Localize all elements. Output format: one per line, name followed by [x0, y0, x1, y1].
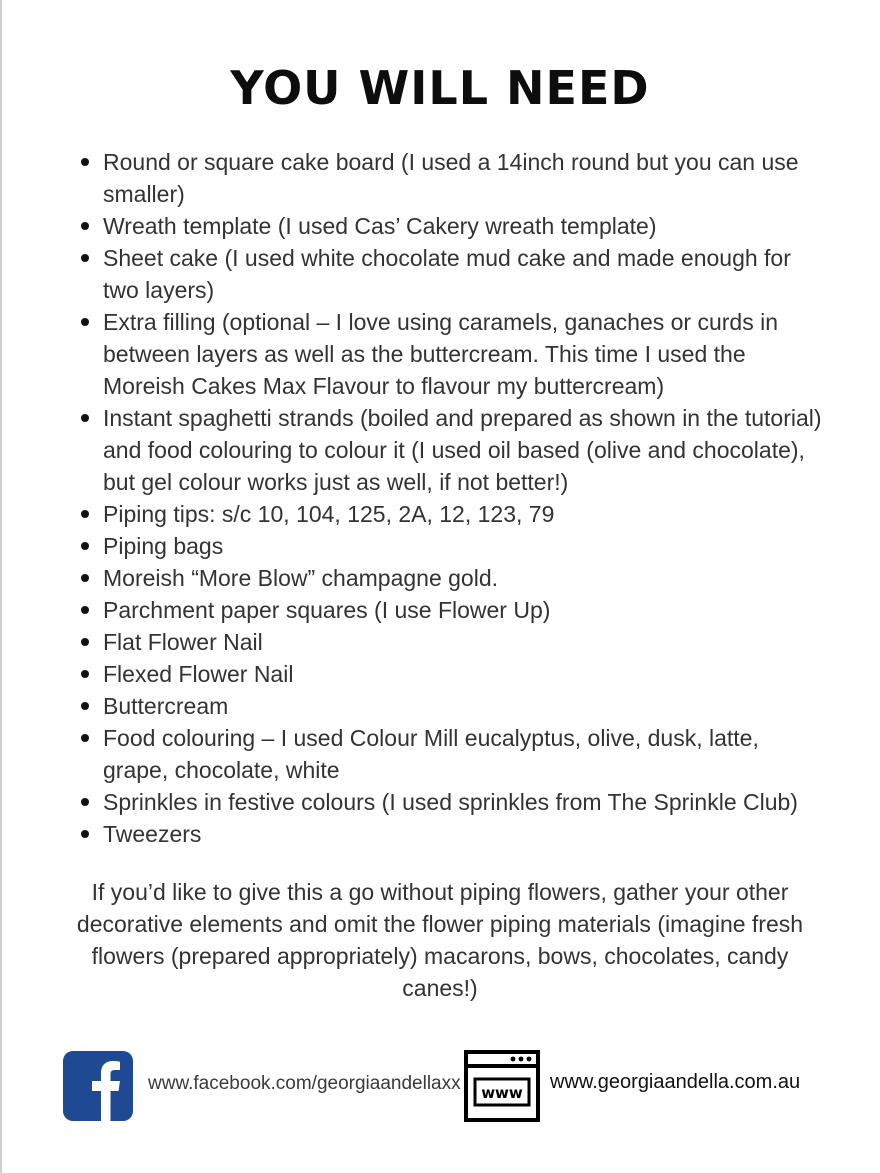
- list-item: Piping tips: s/c 10, 104, 125, 2A, 12, 123, 79: [103, 498, 823, 530]
- list-item: Sheet cake (I used white chocolate mud cake and made enough for two layers): [103, 242, 823, 306]
- footer: [0, 1045, 880, 1125]
- list-item: Food colouring – I used Colour Mill eucalyptus, olive, dusk, latte, grape, chocolate, white: [103, 722, 823, 786]
- list-item: Round or square cake board (I used a 14inch round but you can use smaller): [103, 146, 823, 210]
- facebook-icon[interactable]: [63, 1051, 133, 1121]
- list-item: Piping bags: [103, 530, 823, 562]
- list-item: Parchment paper squares (I use Flower Up): [103, 594, 823, 626]
- page-edge: [0, 0, 2, 1173]
- facebook-link[interactable]: www.facebook.com/georgiaandellaxx: [148, 1073, 461, 1094]
- list-item: Instant spaghetti strands (boiled and prepared as shown in the tutorial) and food colouring to colour it (I used oil based (olive and chocolate), but gel colour works just as well, if not better!): [103, 402, 823, 498]
- www-browser-icon[interactable]: [463, 1049, 541, 1123]
- supplies-list: [103, 146, 823, 850]
- browser-window-glyph: [463, 1049, 541, 1123]
- list-item: Moreish “More Blow” champagne gold.: [103, 562, 823, 594]
- list-item: Tweezers: [103, 818, 823, 850]
- list-item: Wreath template (I used Cas’ Cakery wreath template): [103, 210, 823, 242]
- list-item: Sprinkles in festive colours (I used sprinkles from The Sprinkle Club): [103, 786, 823, 818]
- alternative-note: If you’d like to give this a go without piping flowers, gather your other decorative elements and omit the flower piping materials (imagine fresh flowers (prepared appropriately) macarons, bows, chocolates, candy canes!): [76, 879, 804, 1001]
- list-item: Flexed Flower Nail: [103, 658, 823, 690]
- website-link[interactable]: www.georgiaandella.com.au: [550, 1071, 801, 1093]
- page-title: YOU WILL NEED: [230, 61, 650, 115]
- facebook-f-glyph: [63, 1051, 133, 1121]
- list-item: Extra filling (optional – I love using caramels, ganaches or curds in between layers as well as the buttercream. This time I used the Moreish Cakes Max Flavour to flavour my buttercream): [103, 306, 823, 402]
- www-label: www: [481, 1084, 523, 1102]
- list-item: Buttercream: [103, 690, 823, 722]
- list-item: Flat Flower Nail: [103, 626, 823, 658]
